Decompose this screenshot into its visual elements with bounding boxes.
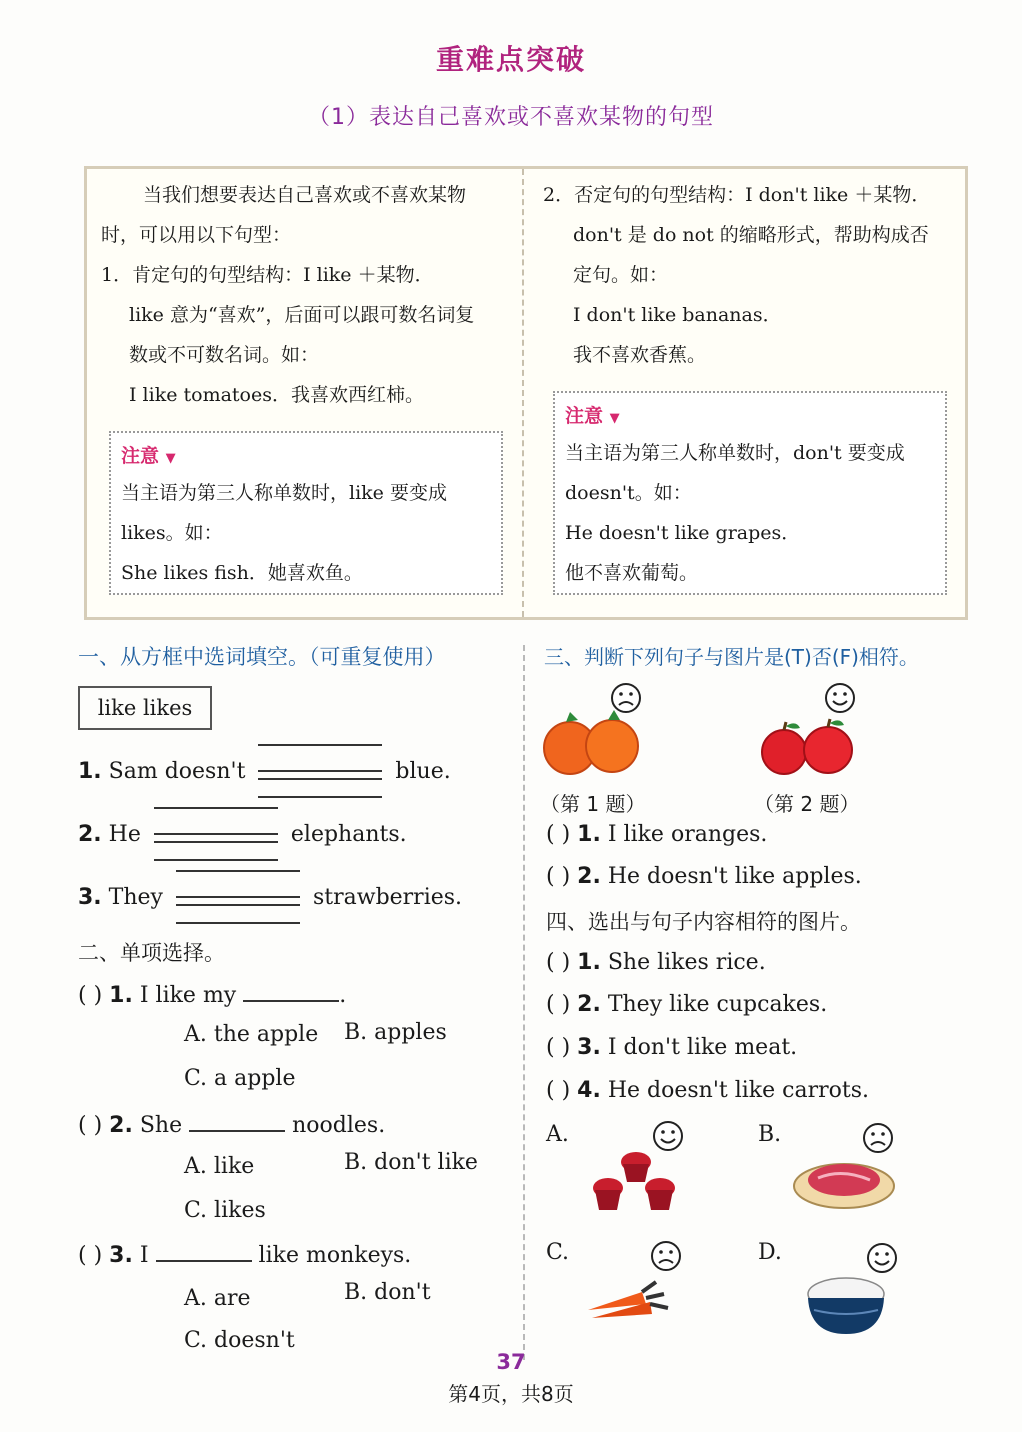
section4-heading: 四、选出与句子内容相符的图片。 bbox=[546, 910, 861, 934]
option-c-label: C. bbox=[546, 1240, 570, 1265]
answer-blank[interactable] bbox=[189, 1110, 285, 1132]
down-triangle-icon: ▼ bbox=[165, 451, 176, 466]
note-right-line1: 当主语为第三人称单数时，don't 要变成 bbox=[565, 442, 905, 464]
question-text: I like my bbox=[139, 983, 237, 1008]
lesson-right-p2: don't 是 do not 的缩略形式，帮助构成否 bbox=[573, 224, 929, 246]
question-text-end: like monkeys. bbox=[258, 1243, 412, 1268]
option-c: C. doesn't bbox=[184, 1328, 295, 1353]
lesson-left-p3: 数或不可数名词。如： bbox=[129, 344, 320, 366]
section3-heading: 三、判断下列句子与图片是(T)否(F)相符。 bbox=[544, 645, 919, 669]
question-text: They like cupcakes. bbox=[607, 992, 828, 1017]
orange-icon bbox=[544, 710, 638, 774]
question-text: He doesn't like carrots. bbox=[607, 1078, 869, 1103]
lesson-left-p1: 1．肯定句的句型结构：I like ＋某物． bbox=[101, 264, 434, 286]
question-number: 1. bbox=[577, 822, 601, 847]
page-subtitle: （1）表达自己喜欢或不喜欢某物的句型 bbox=[308, 105, 714, 130]
match-question-3 bbox=[546, 1035, 797, 1060]
option-b: B. apples bbox=[344, 1020, 447, 1045]
meat-plate-icon bbox=[794, 1164, 894, 1208]
meat-picture bbox=[792, 1120, 902, 1214]
note-box-left bbox=[109, 431, 503, 595]
answer-paren[interactable]: ( ) bbox=[546, 950, 571, 975]
sad-face-icon bbox=[864, 1124, 892, 1152]
note-left-line3: She likes fish．她喜欢鱼。 bbox=[121, 562, 363, 584]
lesson-left-p2: like 意为“喜欢”，后面可以跟可数名词复 bbox=[129, 304, 475, 326]
answer-lines[interactable] bbox=[154, 815, 278, 855]
question-text: He bbox=[108, 822, 141, 847]
question-text-end: noodles. bbox=[292, 1113, 386, 1138]
option-a: A. the apple bbox=[184, 1022, 319, 1047]
note-heading-left: 注意 ▼ bbox=[121, 445, 176, 467]
question-number: 3. bbox=[577, 1035, 601, 1060]
answer-paren[interactable]: ( ) bbox=[546, 864, 571, 889]
lesson-left-intro1: 当我们想要表达自己喜欢或不喜欢某物 bbox=[143, 184, 467, 206]
note-left-line1: 当主语为第三人称单数时，like 要变成 bbox=[121, 482, 447, 504]
question-number: 3. bbox=[109, 1243, 133, 1268]
carrot-icon bbox=[588, 1282, 668, 1318]
answer-paren[interactable]: ( ) bbox=[546, 1078, 571, 1103]
lesson-right-p3: 定句。如： bbox=[573, 264, 669, 286]
answer-blank[interactable] bbox=[156, 1240, 252, 1262]
tf-question-1 bbox=[546, 822, 767, 847]
question-text: He doesn't like apples. bbox=[607, 864, 862, 889]
answer-paren[interactable]: ( ) bbox=[78, 983, 103, 1008]
question-text-end: elephants. bbox=[290, 822, 407, 847]
cupcake-icon bbox=[593, 1152, 675, 1210]
choice-question-1 bbox=[78, 980, 346, 1008]
option-c: C. a apple bbox=[184, 1066, 296, 1091]
question-text: They bbox=[108, 885, 163, 910]
lesson-box bbox=[84, 166, 968, 620]
sad-face-icon bbox=[612, 684, 640, 712]
question-text: I don't like meat. bbox=[607, 1035, 798, 1060]
option-b-label: B. bbox=[758, 1122, 782, 1147]
answer-lines[interactable] bbox=[176, 878, 300, 918]
choice-question-3 bbox=[78, 1240, 411, 1268]
sad-face-icon bbox=[652, 1242, 680, 1270]
cupcakes-picture bbox=[584, 1120, 694, 1220]
question-number: 2. bbox=[109, 1113, 133, 1138]
question-text-end: . bbox=[339, 983, 347, 1008]
section1-heading: 一、从方框中选词填空。（可重复使用） bbox=[78, 645, 446, 669]
tf-question-2 bbox=[546, 864, 862, 889]
happy-face-icon bbox=[826, 684, 854, 712]
question-text-end: blue. bbox=[395, 759, 451, 784]
word-box: like likes bbox=[78, 686, 212, 730]
answer-blank[interactable] bbox=[243, 980, 339, 1002]
note-left-line2: likes。如： bbox=[121, 522, 223, 544]
question-text-end: strawberries. bbox=[312, 885, 463, 910]
question-number: 1. bbox=[78, 759, 102, 784]
question-text: I bbox=[139, 1243, 149, 1268]
option-a: A. like bbox=[184, 1154, 255, 1179]
picture2-label: （第 2 题） bbox=[754, 792, 860, 816]
lesson-right-p1: 2．否定句的句型结构：I don't like ＋某物． bbox=[543, 184, 931, 206]
section2-heading: 二、单项选择。 bbox=[78, 941, 225, 965]
fill-question-2 bbox=[78, 815, 407, 855]
oranges-picture bbox=[540, 682, 660, 782]
question-text: I like oranges. bbox=[607, 822, 768, 847]
lesson-left-intro2: 时，可以用以下句型： bbox=[101, 224, 292, 246]
note-heading-right: 注意 ▼ bbox=[565, 405, 620, 427]
rice-bowl-icon bbox=[808, 1278, 884, 1334]
option-d-label: D. bbox=[758, 1240, 782, 1265]
option-a: A. are bbox=[184, 1286, 251, 1311]
note-right-line4: 他不喜欢葡萄。 bbox=[565, 562, 699, 584]
question-number: 2. bbox=[577, 992, 601, 1017]
question-text: She bbox=[139, 1113, 183, 1138]
note-box-right bbox=[553, 391, 947, 595]
answer-paren[interactable]: ( ) bbox=[78, 1243, 103, 1268]
question-number: 3. bbox=[78, 885, 102, 910]
match-question-2 bbox=[546, 992, 827, 1017]
fill-question-3 bbox=[78, 878, 462, 918]
lesson-right-example: I don't like bananas． bbox=[573, 304, 782, 326]
column-divider bbox=[523, 645, 525, 1360]
happy-face-icon bbox=[868, 1244, 896, 1272]
question-text: Sam doesn't bbox=[108, 759, 246, 784]
lesson-left-example: I like tomatoes．我喜欢西红柿。 bbox=[129, 384, 424, 406]
question-number: 1. bbox=[577, 950, 601, 975]
question-number: 2. bbox=[577, 864, 601, 889]
page-title: 重难点突破 bbox=[435, 43, 586, 76]
answer-paren[interactable]: ( ) bbox=[78, 1113, 103, 1138]
question-number: 1. bbox=[109, 983, 133, 1008]
match-question-1 bbox=[546, 950, 766, 975]
match-question-4 bbox=[546, 1078, 869, 1103]
answer-paren[interactable]: ( ) bbox=[546, 1035, 571, 1060]
option-b: B. don't like bbox=[344, 1150, 478, 1175]
answer-lines[interactable] bbox=[258, 752, 382, 792]
option-b: B. don't bbox=[344, 1280, 431, 1305]
lesson-divider bbox=[522, 169, 524, 617]
question-number: 2. bbox=[78, 822, 102, 847]
carrots-picture bbox=[584, 1238, 694, 1328]
choice-question-2 bbox=[78, 1110, 385, 1138]
picture1-label: （第 1 题） bbox=[540, 792, 646, 816]
question-number: 4. bbox=[577, 1078, 601, 1103]
page-of-indicator: 第4页，共8页 bbox=[448, 1382, 574, 1406]
fill-question-1 bbox=[78, 752, 451, 792]
question-text: She likes rice. bbox=[607, 950, 766, 975]
answer-paren[interactable]: ( ) bbox=[546, 822, 571, 847]
apples-picture bbox=[756, 682, 876, 782]
answer-paren[interactable]: ( ) bbox=[546, 992, 571, 1017]
lesson-right-translation: 我不喜欢香蕉。 bbox=[573, 344, 707, 366]
option-a-label: A. bbox=[546, 1122, 569, 1147]
note-right-line3: He doesn't like grapes． bbox=[565, 522, 801, 544]
page-number: 37 bbox=[496, 1350, 526, 1374]
option-c: C. likes bbox=[184, 1198, 266, 1223]
rice-picture bbox=[800, 1238, 910, 1338]
note-right-line2: doesn't。如： bbox=[565, 482, 692, 504]
apple-icon bbox=[762, 719, 852, 774]
happy-face-icon bbox=[654, 1122, 682, 1150]
down-triangle-icon: ▼ bbox=[609, 411, 620, 426]
